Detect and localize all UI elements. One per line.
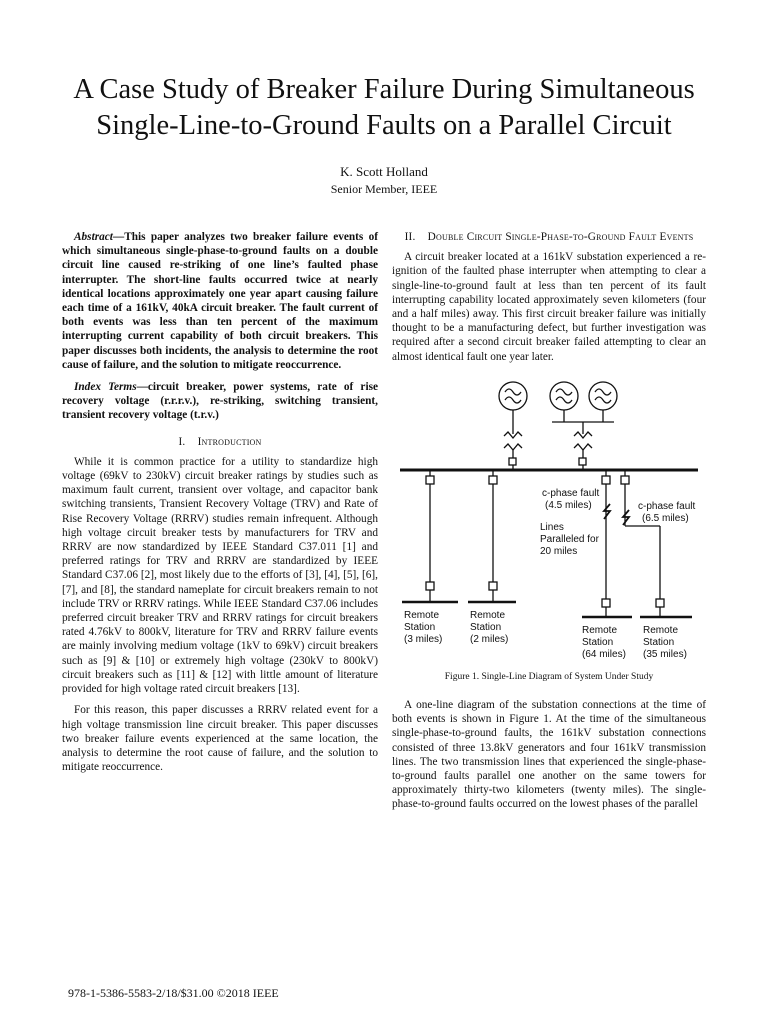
section-1-para-1: While it is common practice for a utility to standardize high voltage (69kV to 230kV) circuit breaker ratings by studies such as maximum fault current, transient over voltage, and capacitor bank switching transients, Transient Recovery Voltage (TRV) and Rate of Rise Recovery Voltage (RRRV) studies remain infrequent. Although high voltage circuit breaker tests by manufacturers for TRV and RRRV are now standardized by IEEE Standard C37.011 [1] and preferred ratings for TRV and RRRV are standardized by IEEE Standard C37.06 [2], most likely due to the efforts of [3], [4], [5], [6], [7], and [8], the standard nameplate for circuit breakers remain to not include TRV or RRRV ratings. While IEEE Standard C37.06 includes preferred circuit breaker TRV and RRRV ratings for circuit breakers rated 4.76kV to 800kV, literature for TRV and RRRV failure events are mainly involving medium voltage (1kV to 69kV) circuit breakers such as [9] & [10] or extremely high voltage (230kV to 800kV) circuit breakers such as [11] & [12] with little amount of literature provided for high voltage rated circuit breakers [13]. bbox=[62, 455, 378, 696]
single-line-diagram bbox=[392, 372, 706, 662]
fault-2-label-line-1: c-phase fault bbox=[638, 500, 696, 512]
remote-breaker-4 bbox=[656, 599, 664, 607]
station-1-line-3: (3 miles) bbox=[404, 633, 443, 645]
station-1-line-1: Remote bbox=[404, 609, 440, 621]
index-terms-text: —circuit breaker, power systems, rate of rise recovery voltage (r.r.r.v.), re-striking, switching transient, transient recovery voltage (t.r.v.) bbox=[62, 381, 378, 422]
station-2-line-1: Remote bbox=[470, 609, 506, 621]
station-4-line-2: Station bbox=[643, 636, 675, 648]
abstract-label: Abstract bbox=[74, 231, 113, 243]
section-2-title: Double Circuit Single-Phase-to-Ground Fault Events bbox=[427, 231, 694, 243]
section-2-number: II. bbox=[404, 231, 416, 243]
station-1-line-2: Station bbox=[404, 621, 436, 633]
figure-caption: Figure 1. Single-Line Diagram of System Under Study bbox=[444, 671, 654, 682]
fault-symbol-2-icon bbox=[623, 510, 629, 525]
station-2-line-3: (2 miles) bbox=[470, 633, 509, 645]
fault-1-label-line-2: (4.5 miles) bbox=[545, 499, 592, 511]
fault-1-label-line-1: c-phase fault bbox=[542, 487, 600, 499]
gen-breaker-2 bbox=[579, 458, 586, 465]
parallel-label-line-2: Paralleled for bbox=[540, 533, 599, 545]
remote-breaker-3 bbox=[602, 599, 610, 607]
right-column bbox=[392, 230, 706, 812]
section-1-number: I. bbox=[178, 435, 186, 448]
fault-symbol-1-icon bbox=[604, 504, 610, 519]
title-line-2: Single-Line-to-Ground Faults on a Parallel Circuit bbox=[96, 110, 672, 141]
parallel-label-line-3: 20 miles bbox=[540, 545, 578, 557]
remote-breaker-1 bbox=[426, 582, 434, 590]
station-3-line-3: (64 miles) bbox=[582, 648, 626, 660]
feeder-breaker-4 bbox=[621, 476, 629, 484]
author-name: K. Scott Holland bbox=[340, 164, 428, 179]
generator-1-icon bbox=[499, 382, 527, 410]
author-affiliation: Senior Member, IEEE bbox=[330, 182, 438, 196]
section-2-heading bbox=[392, 230, 706, 244]
remote-breaker-2 bbox=[489, 582, 497, 590]
section-1-para-2: For this reason, this paper discusses a RRRV related event for a high voltage transmission line circuit breaker. This paper discusses two breaker failure events experienced at the same location, the analysis to determine the root cause of failure, and the solution to mitigate reoccurrence. bbox=[62, 704, 378, 774]
station-4-line-1: Remote bbox=[643, 624, 679, 636]
feeder-breaker-3 bbox=[602, 476, 610, 484]
section-1-heading bbox=[62, 435, 378, 449]
abstract bbox=[62, 230, 378, 372]
transformer-2-icon bbox=[574, 432, 592, 450]
station-3-line-1: Remote bbox=[582, 624, 618, 636]
gen-breaker-1 bbox=[509, 458, 516, 465]
copyright-footer: 978-1-5386-5583-2/18/$31.00 ©2018 IEEE bbox=[68, 986, 279, 1000]
paper-title bbox=[0, 72, 768, 144]
section-2-para-1: A circuit breaker located at a 161kV substation experienced a re-ignition of the faulted phase interrupter when attempting to clear a single-line-to-ground fault at less than ten percent of its fault interrupting capability located approximately seven kilometers (four and a half miles) away. This first circuit breaker failure was initially thought to be a manufacturing defect, but further investigation was required after a second circuit breaker failed attempting to clear an almost identical fault one year later. bbox=[392, 251, 706, 363]
station-4-line-3: (35 miles) bbox=[643, 648, 687, 660]
abstract-text: —This paper analyzes two breaker failure events of which simultaneous single-phase-to-ground faults on a double circuit line caused re-striking of one line’s faulted phase interrupter. The short-line faults occurred twice at nearly identical locations approximately one year apart causing failure each time of a 161kV, 40kA circuit breaker. The fault current of both events was less than ten percent of the maximum interrupting current capability of both circuit breakers. This paper discusses both incidents, the analysis to determine the root cause of failure, and the solution to mitigate reoccurrence. bbox=[62, 231, 378, 371]
index-terms-label: Index Terms bbox=[74, 381, 137, 394]
feeder-breaker-2 bbox=[489, 476, 497, 484]
station-3-line-2: Station bbox=[582, 636, 614, 648]
generator-2-icon bbox=[550, 382, 578, 410]
left-column bbox=[62, 230, 378, 774]
fault-2-label-line-2: (6.5 miles) bbox=[642, 512, 689, 524]
index-terms bbox=[62, 380, 378, 423]
transformer-1-icon bbox=[504, 432, 522, 450]
section-1-title: Introduction bbox=[197, 435, 262, 448]
title-line-1: A Case Study of Breaker Failure During Simultaneous bbox=[73, 74, 695, 105]
section-2-para-2: A one-line diagram of the substation connections at the time of both events is shown in Figure 1. At the time of the simultaneous single-phase-to-ground faults, the 161kV substation connections consisted of three 13.8kV generators and four 161kV transmission lines. The two transmission lines that experienced the single-phase-to-ground faults parallel one another on the same towers for approximately thirty-two kilometers (twenty miles). The single-phase-to-ground faults occurred on the lowest phases of the parallel bbox=[392, 699, 706, 811]
feeder-breaker-1 bbox=[426, 476, 434, 484]
parallel-label-line-1: Lines bbox=[540, 521, 564, 533]
generator-3-icon bbox=[589, 382, 617, 410]
station-2-line-2: Station bbox=[470, 621, 502, 633]
